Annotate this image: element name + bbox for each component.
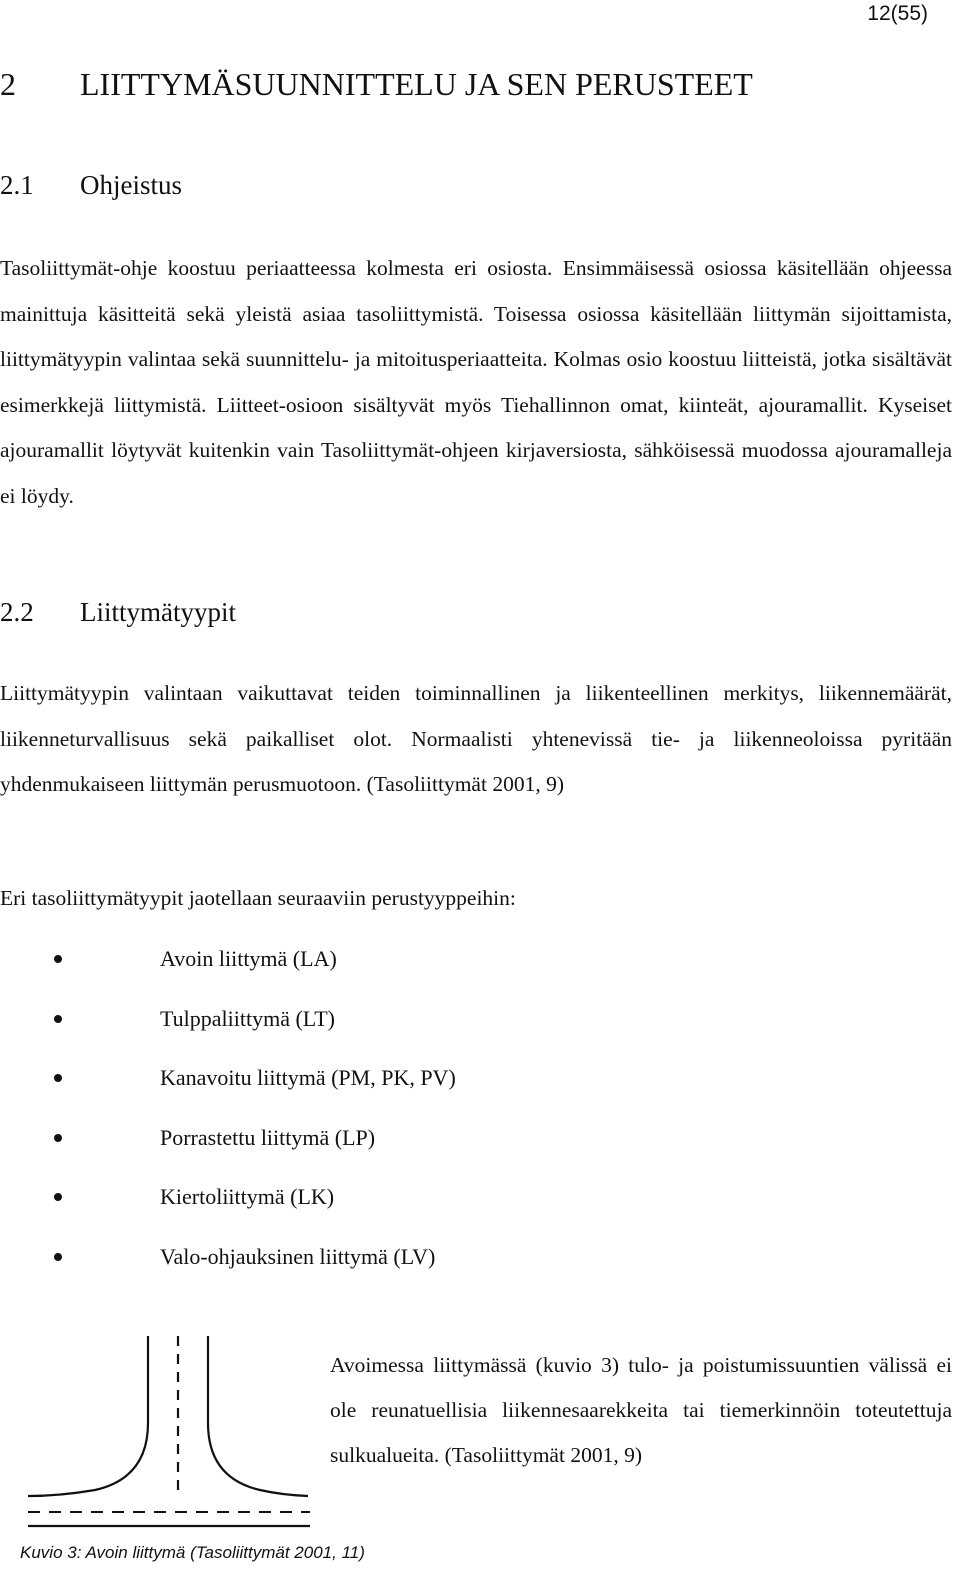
bullet-icon (54, 1074, 62, 1082)
figure-description: Avoimessa liittymässä (kuvio 3) tulo- ja poistumissuuntien välissä ei ole reunatuellisia liikennesaarekkeita tai tiemerkinnöin toteutettuja sulkualueita. (Tasoliittymät 2001, 9) (330, 1353, 952, 1467)
chapter-number: 2 (0, 66, 16, 102)
bullet-icon (54, 1134, 62, 1142)
section-title: Liittymätyypit (80, 597, 236, 627)
list-item-label: Avoin liittymä (LA) (160, 946, 337, 971)
junction-type-list (0, 936, 960, 1294)
list-item (0, 1234, 960, 1294)
bullet-icon (54, 955, 62, 963)
list-item (0, 996, 960, 1056)
chapter-heading (0, 64, 960, 104)
figure-caption: Kuvio 3: Avoin liittymä (Tasoliittymät 2001, 11) (20, 1543, 365, 1562)
left-road-edge (28, 1336, 148, 1496)
bullet-icon (54, 1193, 62, 1201)
section-paragraph: Liittymätyypin valintaan vaikuttavat teiden toiminnallinen ja liikenteellinen merkitys, liikennemäärät, liikenneturvallisuus sekä paikalliset olot. Normaalisti yhtenevissä tie- ja liikenneoloissa pyritään yhdenmukaiseen liittymän perusmuotoon. (Tasoliittymät 2001, 9) (0, 681, 952, 796)
list-item-label: Kiertoliittymä (LK) (160, 1184, 335, 1210)
section-number: 2.2 (0, 597, 34, 627)
bullet-icon (54, 1015, 62, 1023)
list-item (0, 1055, 960, 1115)
list-item-label: Porrastettu liittymä (LP) (160, 1124, 376, 1150)
section-heading-liittymatyypit (0, 595, 960, 629)
junction-figure (20, 1328, 320, 1528)
list-item-label: Tulppaliittymä (LT) (160, 1005, 335, 1031)
bullet-icon (54, 1253, 62, 1261)
section-heading-ohjeistus (0, 168, 960, 202)
section-title: Ohjeistus (80, 170, 183, 200)
right-road-edge (208, 1336, 308, 1496)
list-item (0, 936, 960, 996)
list-item-label: Valo-ohjauksinen liittymä (LV) (160, 1243, 436, 1269)
section-paragraph: Tasoliittymät-ohje koostuu periaatteessa kolmesta eri osiosta. Ensimmäisessä osiossa käsitellään ohjeessa mainittuja käsitteitä sekä yleistä asiaa tasoliittymistä. Toisessa osiossa käsitellään liittymän sijoittamista, liittymätyypin valintaa sekä suunnittelu- ja mitoitusperiaatteita. Kolmas osio koostuu liitteistä, jotka sisältävät esimerkkejä liittymistä. Liitteet-osioon sisältyvät myös Tiehallinnon omat, kiinteät, ajouramallit. Kyseiset ajouramallit löytyvät kuitenkin vain Tasoliittymät-ohjeen kirjaversiosta, sähköisessä muodossa ajouramalleja ei löydy. (0, 256, 952, 508)
page-number: 12(55) (867, 2, 928, 25)
list-item (0, 1174, 960, 1234)
list-item (0, 1115, 960, 1175)
section-number: 2.1 (0, 170, 34, 200)
list-intro: Eri tasoliittymätyypit jaotellaan seuraaviin perustyyppeihin: (0, 886, 516, 910)
list-item-label: Kanavoitu liittymä (PM, PK, PV) (160, 1065, 456, 1091)
chapter-title: LIITTYMÄSUUNNITTELU JA SEN PERUSTEET (80, 66, 753, 102)
open-junction-diagram (20, 1328, 320, 1528)
